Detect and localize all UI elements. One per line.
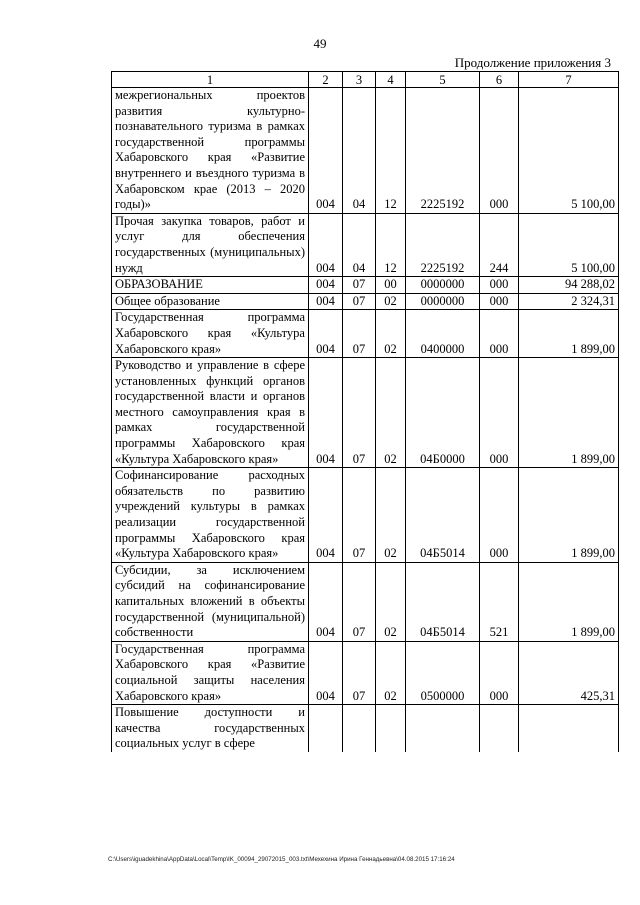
cell-section: 04 <box>343 88 376 214</box>
cell-amount: 5 100,00 <box>519 88 619 214</box>
cell-ministry: 004 <box>309 358 343 468</box>
cell-subsection: 02 <box>376 562 406 641</box>
table-row <box>112 310 619 358</box>
cell-amount: 1 899,00 <box>519 358 619 468</box>
cell-subsection: 12 <box>376 88 406 214</box>
row-name: ОБРАЗОВАНИЕ <box>112 277 309 294</box>
cell-section: 07 <box>343 641 376 704</box>
cell-amount: 5 100,00 <box>519 213 619 276</box>
table-row <box>112 468 619 563</box>
cell-expense-type: 000 <box>480 293 519 310</box>
cell-subsection <box>376 705 406 752</box>
column-header: 2 <box>309 72 343 88</box>
table-row <box>112 213 619 276</box>
row-name: Субсидии, за исключением субсидий на софинансирование капитальных вложений в объекты государственной (муниципальной) собственности <box>112 562 309 641</box>
cell-expense-type: 000 <box>480 641 519 704</box>
cell-section: 07 <box>343 358 376 468</box>
cell-expense-type: 521 <box>480 562 519 641</box>
column-header: 5 <box>406 72 480 88</box>
row-name: Руководство и управление в сфере установленных функций органов государственной власти и органов местного самоуправления края в рамках государственной программы Хабаровского края «Культура Хабаровского края» <box>112 358 309 468</box>
cell-section <box>343 705 376 752</box>
cell-subsection: 02 <box>376 468 406 563</box>
cell-amount: 2 324,31 <box>519 293 619 310</box>
row-name: Государственная программа Хабаровского края «Культура Хабаровского края» <box>112 310 309 358</box>
table-header-row <box>112 72 619 88</box>
cell-section: 07 <box>343 310 376 358</box>
cell-ministry: 004 <box>309 277 343 294</box>
column-header: 3 <box>343 72 376 88</box>
cell-ministry: 004 <box>309 641 343 704</box>
table-row <box>112 358 619 468</box>
cell-amount: 1 899,00 <box>519 562 619 641</box>
cell-section: 04 <box>343 213 376 276</box>
cell-amount: 94 288,02 <box>519 277 619 294</box>
cell-subsection: 12 <box>376 213 406 276</box>
cell-ministry: 004 <box>309 88 343 214</box>
budget-table <box>111 71 619 752</box>
column-header: 1 <box>112 72 309 88</box>
cell-amount: 1 899,00 <box>519 468 619 563</box>
table-row <box>112 641 619 704</box>
cell-target-code: 04Б5014 <box>406 562 480 641</box>
cell-target-code: 2225192 <box>406 213 480 276</box>
cell-expense-type <box>480 705 519 752</box>
row-name: Государственная программа Хабаровского края «Развитие социальной защиты населения Хабаровского края» <box>112 641 309 704</box>
cell-target-code: 0000000 <box>406 277 480 294</box>
row-name: Прочая закупка товаров, работ и услуг для обеспечения государственных (муниципальных) нужд <box>112 213 309 276</box>
cell-target-code <box>406 705 480 752</box>
cell-expense-type: 000 <box>480 277 519 294</box>
cell-subsection: 00 <box>376 277 406 294</box>
cell-ministry: 004 <box>309 562 343 641</box>
table-row <box>112 562 619 641</box>
cell-ministry: 004 <box>309 293 343 310</box>
cell-subsection: 02 <box>376 293 406 310</box>
cell-expense-type: 000 <box>480 310 519 358</box>
cell-amount: 1 899,00 <box>519 310 619 358</box>
row-name: Общее образование <box>112 293 309 310</box>
column-header: 4 <box>376 72 406 88</box>
cell-subsection: 02 <box>376 310 406 358</box>
row-name: Повышение доступности и качества государственных социальных услуг в сфере <box>112 705 309 752</box>
cell-target-code: 04Б0000 <box>406 358 480 468</box>
cell-ministry: 004 <box>309 310 343 358</box>
cell-section: 07 <box>343 562 376 641</box>
row-name: межрегиональных проектов развития культурно-познавательного туризма в рамках государственной программы Хабаровского края «Развитие внутреннего и въездного туризма в Хабаровском крае (2013 – 2020 годы)» <box>112 88 309 214</box>
row-name: Софинансирование расходных обязательств по развитию учреждений культуры в рамках реализации государственной программы Хабаровского края «Культура Хабаровского края» <box>112 468 309 563</box>
cell-target-code: 0000000 <box>406 293 480 310</box>
table-row <box>112 293 619 310</box>
continuation-note: Продолжение приложения 3 <box>454 55 611 70</box>
cell-target-code: 0500000 <box>406 641 480 704</box>
cell-target-code: 04Б5014 <box>406 468 480 563</box>
cell-ministry: 004 <box>309 213 343 276</box>
column-header: 6 <box>480 72 519 88</box>
page-number: 49 <box>313 36 327 51</box>
cell-expense-type: 000 <box>480 88 519 214</box>
cell-amount <box>519 705 619 752</box>
cell-expense-type: 244 <box>480 213 519 276</box>
cell-target-code: 2225192 <box>406 88 480 214</box>
column-header: 7 <box>519 72 619 88</box>
cell-subsection: 02 <box>376 358 406 468</box>
cell-target-code: 0400000 <box>406 310 480 358</box>
cell-expense-type: 000 <box>480 468 519 563</box>
cell-section: 07 <box>343 277 376 294</box>
cell-ministry: 004 <box>309 468 343 563</box>
table-row <box>112 88 619 214</box>
cell-section: 07 <box>343 293 376 310</box>
cell-expense-type: 000 <box>480 358 519 468</box>
file-path-footer: C:\Users\iguadekhina\AppData\Local\Temp\IK_00094_29072015_003.txt\Мехехина Ирина Геннадьевна\04.08.2015 17:16:24 <box>108 856 455 863</box>
table-row <box>112 705 619 752</box>
cell-ministry <box>309 705 343 752</box>
table-row <box>112 277 619 294</box>
cell-amount: 425,31 <box>519 641 619 704</box>
cell-subsection: 02 <box>376 641 406 704</box>
cell-section: 07 <box>343 468 376 563</box>
